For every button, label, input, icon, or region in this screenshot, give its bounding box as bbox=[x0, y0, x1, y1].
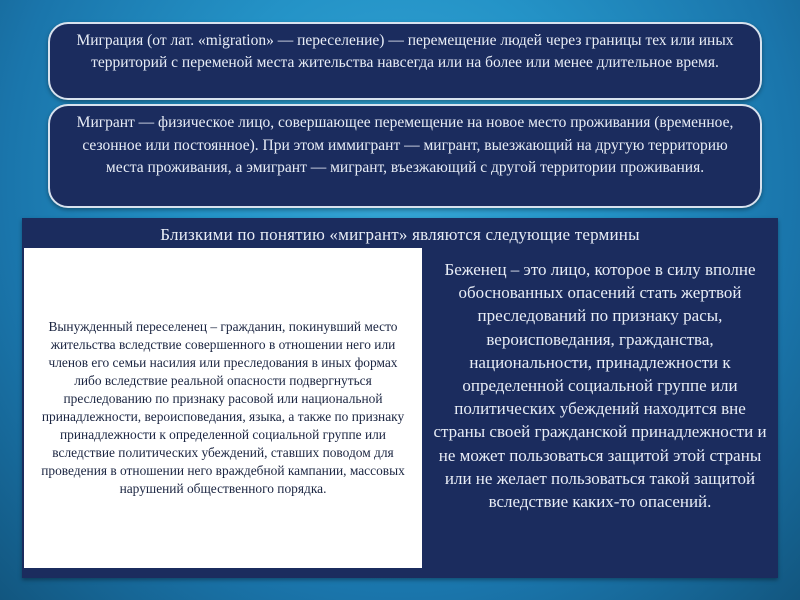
forced-migrant-cell bbox=[24, 248, 422, 568]
related-terms-panel bbox=[22, 218, 778, 578]
refugee-text: Беженец – это лицо, которое в силу вполне обоснованных опасений стать жертвой преследований по признаку расы, вероисповедания, гражданства, национальности, принадлежности к определенной социальной группе или политических убеждений находится вне страны своей гражданской принадлежности и не может пользоваться защитой этой страны или не желает пользоваться такой защитой вследствие каких-то опасений. bbox=[433, 260, 767, 512]
related-terms-header: Близкими по понятию «мигрант» являются следующие термины bbox=[160, 225, 640, 244]
refugee-cell bbox=[424, 248, 776, 568]
panel-bottom-strip bbox=[22, 568, 778, 578]
migrant-definition-text: Мигрант — физическое лицо, совершающее перемещение на новое место проживания (временное, сезонное или постоянное). При этом иммигрант — мигрант, выезжающий на другую территорию места проживания, а эмигрант — мигрант, въезжающий с другой территории проживания. bbox=[76, 114, 734, 176]
forced-migrant-text: Вынужденный переселенец – гражданин, покинувший место жительства вследствие совершенного в отношении него или членов его семьи насилия или преследования в иных формах либо вследствие реальной опасности подвергнуться преследованию по признаку расовой или национальной принадлежности, вероисповедания, языка, а также по признаку принадлежности к определенной социальной группе или вследствие политических убеждений, ставших поводом для проведения в отношении него враждебной кампании, массовых нарушений общественного порядка. bbox=[41, 318, 405, 497]
migration-definition-box bbox=[48, 22, 762, 100]
migration-definition-text: Миграция (от лат. «migration» — переселение) — перемещение людей через границы тех или иных территорий с переменой места жительства навсегда или на более или менее длительное время. bbox=[76, 32, 734, 71]
migrant-definition-box bbox=[48, 104, 762, 208]
